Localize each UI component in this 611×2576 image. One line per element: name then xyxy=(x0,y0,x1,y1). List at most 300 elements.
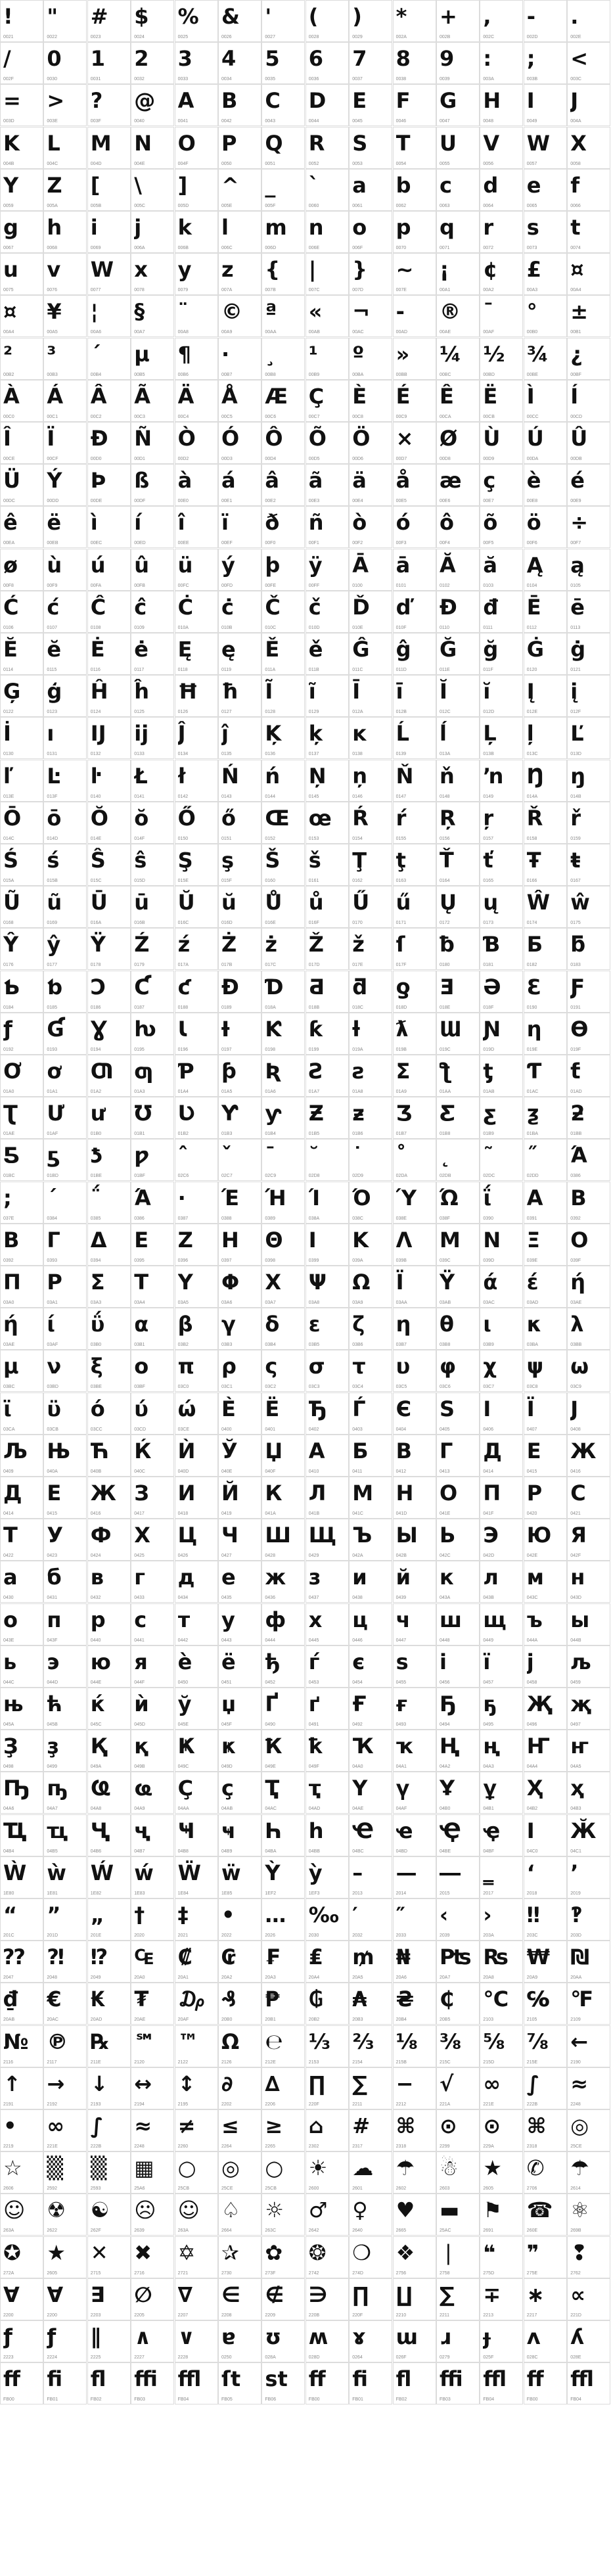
glyph-cell[interactable] xyxy=(175,380,218,422)
glyph-cell[interactable] xyxy=(87,1224,131,1266)
glyph-cell[interactable] xyxy=(306,506,349,548)
glyph-cell[interactable] xyxy=(393,1603,436,1645)
glyph-cell[interactable] xyxy=(43,928,87,970)
glyph-cell[interactable] xyxy=(43,1561,87,1603)
glyph-cell[interactable] xyxy=(480,1730,523,1772)
glyph-cell[interactable] xyxy=(43,1941,87,1983)
glyph-cell[interactable] xyxy=(567,1477,610,1519)
glyph-cell[interactable] xyxy=(436,802,480,844)
glyph-cell[interactable] xyxy=(131,253,174,295)
glyph-cell[interactable] xyxy=(524,253,567,295)
glyph-cell[interactable] xyxy=(218,1603,261,1645)
glyph-cell[interactable] xyxy=(0,295,43,337)
glyph-cell[interactable] xyxy=(261,42,305,84)
glyph-cell[interactable] xyxy=(131,127,174,169)
glyph-cell[interactable] xyxy=(524,1941,567,1983)
glyph-cell[interactable] xyxy=(175,1688,218,1730)
glyph-cell[interactable] xyxy=(0,42,43,84)
glyph-cell[interactable] xyxy=(43,380,87,422)
glyph-cell[interactable] xyxy=(480,1308,523,1350)
glyph-cell[interactable] xyxy=(480,1941,523,1983)
glyph-cell[interactable] xyxy=(349,1772,392,1814)
glyph-cell[interactable] xyxy=(306,1182,349,1224)
glyph-cell[interactable] xyxy=(131,1772,174,1814)
glyph-cell[interactable] xyxy=(0,422,43,464)
glyph-cell[interactable] xyxy=(393,2362,436,2404)
glyph-cell[interactable] xyxy=(131,1898,174,1941)
glyph-cell[interactable] xyxy=(436,1477,480,1519)
glyph-cell[interactable] xyxy=(480,42,523,84)
glyph-cell[interactable] xyxy=(131,2362,174,2404)
glyph-cell[interactable] xyxy=(0,2109,43,2151)
glyph-cell[interactable] xyxy=(480,1898,523,1941)
glyph-cell[interactable] xyxy=(567,1645,610,1688)
glyph-cell[interactable] xyxy=(393,1814,436,1856)
glyph-cell[interactable] xyxy=(218,1941,261,1983)
glyph-cell[interactable] xyxy=(175,928,218,970)
glyph-cell[interactable] xyxy=(436,2109,480,2151)
glyph-cell[interactable] xyxy=(349,971,392,1013)
glyph-cell[interactable] xyxy=(436,2320,480,2362)
glyph-cell[interactable] xyxy=(436,169,480,211)
glyph-cell[interactable] xyxy=(131,928,174,970)
glyph-cell[interactable] xyxy=(480,1266,523,1308)
glyph-cell[interactable] xyxy=(43,633,87,675)
glyph-cell[interactable] xyxy=(436,2362,480,2404)
glyph-cell[interactable] xyxy=(43,1603,87,1645)
glyph-cell[interactable] xyxy=(480,1772,523,1814)
glyph-cell[interactable] xyxy=(261,1688,305,1730)
glyph-cell[interactable] xyxy=(567,380,610,422)
glyph-cell[interactable] xyxy=(567,1814,610,1856)
glyph-cell[interactable] xyxy=(261,2320,305,2362)
glyph-cell[interactable] xyxy=(567,2109,610,2151)
glyph-cell[interactable] xyxy=(131,1013,174,1055)
glyph-cell[interactable] xyxy=(131,1139,174,1181)
glyph-cell[interactable] xyxy=(393,1856,436,1898)
glyph-cell[interactable] xyxy=(524,717,567,759)
glyph-cell[interactable] xyxy=(480,1013,523,1055)
glyph-cell[interactable] xyxy=(480,1139,523,1181)
glyph-cell[interactable] xyxy=(306,1266,349,1308)
glyph-cell[interactable] xyxy=(393,2151,436,2194)
glyph-cell[interactable] xyxy=(349,422,392,464)
glyph-cell[interactable] xyxy=(0,1477,43,1519)
glyph-cell[interactable] xyxy=(349,2067,392,2109)
glyph-cell[interactable] xyxy=(436,1013,480,1055)
glyph-cell[interactable] xyxy=(131,2151,174,2194)
glyph-cell[interactable] xyxy=(349,1013,392,1055)
glyph-cell[interactable] xyxy=(349,2362,392,2404)
glyph-cell[interactable] xyxy=(131,1055,174,1097)
glyph-cell[interactable] xyxy=(131,42,174,84)
glyph-cell[interactable] xyxy=(131,2236,174,2278)
glyph-cell[interactable] xyxy=(480,549,523,591)
glyph-cell[interactable] xyxy=(436,380,480,422)
glyph-cell[interactable] xyxy=(131,1182,174,1224)
glyph-cell[interactable] xyxy=(43,675,87,717)
glyph-cell[interactable] xyxy=(436,2151,480,2194)
glyph-cell[interactable] xyxy=(393,1772,436,1814)
glyph-cell[interactable] xyxy=(261,2067,305,2109)
glyph-cell[interactable] xyxy=(480,127,523,169)
glyph-cell[interactable] xyxy=(349,464,392,506)
glyph-cell[interactable] xyxy=(436,2278,480,2320)
glyph-cell[interactable] xyxy=(131,1941,174,1983)
glyph-cell[interactable] xyxy=(87,506,131,548)
glyph-cell[interactable] xyxy=(0,1814,43,1856)
glyph-cell[interactable] xyxy=(261,211,305,253)
glyph-cell[interactable] xyxy=(524,2109,567,2151)
glyph-cell[interactable] xyxy=(131,717,174,759)
glyph-cell[interactable] xyxy=(43,253,87,295)
glyph-cell[interactable] xyxy=(0,211,43,253)
glyph-cell[interactable] xyxy=(567,1224,610,1266)
glyph-cell[interactable] xyxy=(480,380,523,422)
glyph-cell[interactable] xyxy=(218,380,261,422)
glyph-cell[interactable] xyxy=(175,2362,218,2404)
glyph-cell[interactable] xyxy=(261,1941,305,1983)
glyph-cell[interactable] xyxy=(524,2151,567,2194)
glyph-cell[interactable] xyxy=(175,1435,218,1477)
glyph-cell[interactable] xyxy=(131,338,174,380)
glyph-cell[interactable] xyxy=(567,2067,610,2109)
glyph-cell[interactable] xyxy=(567,1983,610,2025)
glyph-cell[interactable] xyxy=(261,253,305,295)
glyph-cell[interactable] xyxy=(175,1392,218,1435)
glyph-cell[interactable] xyxy=(393,633,436,675)
glyph-cell[interactable] xyxy=(175,0,218,42)
glyph-cell[interactable] xyxy=(349,1645,392,1688)
glyph-cell[interactable] xyxy=(218,0,261,42)
glyph-cell[interactable] xyxy=(306,422,349,464)
glyph-cell[interactable] xyxy=(218,1392,261,1435)
glyph-cell[interactable] xyxy=(349,886,392,928)
glyph-cell[interactable] xyxy=(261,802,305,844)
glyph-cell[interactable] xyxy=(306,211,349,253)
glyph-cell[interactable] xyxy=(567,717,610,759)
glyph-cell[interactable] xyxy=(524,42,567,84)
glyph-cell[interactable] xyxy=(524,380,567,422)
glyph-cell[interactable] xyxy=(261,1308,305,1350)
glyph-cell[interactable] xyxy=(43,591,87,633)
glyph-cell[interactable] xyxy=(393,1182,436,1224)
glyph-cell[interactable] xyxy=(43,1139,87,1181)
glyph-cell[interactable] xyxy=(43,1814,87,1856)
glyph-cell[interactable] xyxy=(43,1266,87,1308)
glyph-cell[interactable] xyxy=(349,1055,392,1097)
glyph-cell[interactable] xyxy=(218,1814,261,1856)
glyph-cell[interactable] xyxy=(393,928,436,970)
glyph-cell[interactable] xyxy=(349,1308,392,1350)
glyph-cell[interactable] xyxy=(218,1055,261,1097)
glyph-cell[interactable] xyxy=(306,2278,349,2320)
glyph-cell[interactable] xyxy=(261,886,305,928)
glyph-cell[interactable] xyxy=(567,1266,610,1308)
glyph-cell[interactable] xyxy=(306,127,349,169)
glyph-cell[interactable] xyxy=(131,2278,174,2320)
glyph-cell[interactable] xyxy=(524,1688,567,1730)
glyph-cell[interactable] xyxy=(349,295,392,337)
glyph-cell[interactable] xyxy=(480,802,523,844)
glyph-cell[interactable] xyxy=(306,1941,349,1983)
glyph-cell[interactable] xyxy=(306,2109,349,2151)
glyph-cell[interactable] xyxy=(175,464,218,506)
glyph-cell[interactable] xyxy=(87,633,131,675)
glyph-cell[interactable] xyxy=(261,0,305,42)
glyph-cell[interactable] xyxy=(349,2194,392,2236)
glyph-cell[interactable] xyxy=(218,1983,261,2025)
glyph-cell[interactable] xyxy=(567,1392,610,1435)
glyph-cell[interactable] xyxy=(524,2236,567,2278)
glyph-cell[interactable] xyxy=(175,675,218,717)
glyph-cell[interactable] xyxy=(524,1266,567,1308)
glyph-cell[interactable] xyxy=(436,1392,480,1435)
glyph-cell[interactable] xyxy=(567,971,610,1013)
glyph-cell[interactable] xyxy=(87,1561,131,1603)
glyph-cell[interactable] xyxy=(0,1941,43,1983)
glyph-cell[interactable] xyxy=(218,1224,261,1266)
glyph-cell[interactable] xyxy=(480,2025,523,2067)
glyph-cell[interactable] xyxy=(218,1350,261,1392)
glyph-cell[interactable] xyxy=(524,506,567,548)
glyph-cell[interactable] xyxy=(261,760,305,802)
glyph-cell[interactable] xyxy=(349,1097,392,1139)
glyph-cell[interactable] xyxy=(0,1645,43,1688)
glyph-cell[interactable] xyxy=(480,1561,523,1603)
glyph-cell[interactable] xyxy=(43,1477,87,1519)
glyph-cell[interactable] xyxy=(261,422,305,464)
glyph-cell[interactable] xyxy=(306,2025,349,2067)
glyph-cell[interactable] xyxy=(43,844,87,886)
glyph-cell[interactable] xyxy=(0,1224,43,1266)
glyph-cell[interactable] xyxy=(0,1688,43,1730)
glyph-cell[interactable] xyxy=(87,169,131,211)
glyph-cell[interactable] xyxy=(175,127,218,169)
glyph-cell[interactable] xyxy=(480,0,523,42)
glyph-cell[interactable] xyxy=(0,717,43,759)
glyph-cell[interactable] xyxy=(567,169,610,211)
glyph-cell[interactable] xyxy=(131,886,174,928)
glyph-cell[interactable] xyxy=(393,1561,436,1603)
glyph-cell[interactable] xyxy=(393,1308,436,1350)
glyph-cell[interactable] xyxy=(87,1603,131,1645)
glyph-cell[interactable] xyxy=(87,380,131,422)
glyph-cell[interactable] xyxy=(306,1477,349,1519)
glyph-cell[interactable] xyxy=(218,1561,261,1603)
glyph-cell[interactable] xyxy=(480,675,523,717)
glyph-cell[interactable] xyxy=(567,1941,610,1983)
glyph-cell[interactable] xyxy=(524,802,567,844)
glyph-cell[interactable] xyxy=(87,1688,131,1730)
glyph-cell[interactable] xyxy=(436,1856,480,1898)
glyph-cell[interactable] xyxy=(87,1772,131,1814)
glyph-cell[interactable] xyxy=(261,1392,305,1435)
glyph-cell[interactable] xyxy=(218,2278,261,2320)
glyph-cell[interactable] xyxy=(43,2362,87,2404)
glyph-cell[interactable] xyxy=(175,1350,218,1392)
glyph-cell[interactable] xyxy=(43,1730,87,1772)
glyph-cell[interactable] xyxy=(218,84,261,126)
glyph-cell[interactable] xyxy=(43,1224,87,1266)
glyph-cell[interactable] xyxy=(87,802,131,844)
glyph-cell[interactable] xyxy=(567,1730,610,1772)
glyph-cell[interactable] xyxy=(306,1392,349,1435)
glyph-cell[interactable] xyxy=(0,127,43,169)
glyph-cell[interactable] xyxy=(306,464,349,506)
glyph-cell[interactable] xyxy=(0,802,43,844)
glyph-cell[interactable] xyxy=(218,675,261,717)
glyph-cell[interactable] xyxy=(436,1350,480,1392)
glyph-cell[interactable] xyxy=(306,760,349,802)
glyph-cell[interactable] xyxy=(436,253,480,295)
glyph-cell[interactable] xyxy=(0,1772,43,1814)
glyph-cell[interactable] xyxy=(261,2278,305,2320)
glyph-cell[interactable] xyxy=(393,0,436,42)
glyph-cell[interactable] xyxy=(524,2362,567,2404)
glyph-cell[interactable] xyxy=(0,1898,43,1941)
glyph-cell[interactable] xyxy=(306,2194,349,2236)
glyph-cell[interactable] xyxy=(131,760,174,802)
glyph-cell[interactable] xyxy=(43,1856,87,1898)
glyph-cell[interactable] xyxy=(480,1983,523,2025)
glyph-cell[interactable] xyxy=(524,422,567,464)
glyph-cell[interactable] xyxy=(261,1224,305,1266)
glyph-cell[interactable] xyxy=(261,549,305,591)
glyph-cell[interactable] xyxy=(349,1224,392,1266)
glyph-cell[interactable] xyxy=(87,1519,131,1561)
glyph-cell[interactable] xyxy=(480,253,523,295)
glyph-cell[interactable] xyxy=(175,1983,218,2025)
glyph-cell[interactable] xyxy=(436,1983,480,2025)
glyph-cell[interactable] xyxy=(480,2278,523,2320)
glyph-cell[interactable] xyxy=(393,464,436,506)
glyph-cell[interactable] xyxy=(393,2194,436,2236)
glyph-cell[interactable] xyxy=(87,844,131,886)
glyph-cell[interactable] xyxy=(567,886,610,928)
glyph-cell[interactable] xyxy=(175,2067,218,2109)
glyph-cell[interactable] xyxy=(175,2278,218,2320)
glyph-cell[interactable] xyxy=(261,717,305,759)
glyph-cell[interactable] xyxy=(218,760,261,802)
glyph-cell[interactable] xyxy=(306,591,349,633)
glyph-cell[interactable] xyxy=(306,2320,349,2362)
glyph-cell[interactable] xyxy=(567,211,610,253)
glyph-cell[interactable] xyxy=(306,1856,349,1898)
glyph-cell[interactable] xyxy=(261,1266,305,1308)
glyph-cell[interactable] xyxy=(349,760,392,802)
glyph-cell[interactable] xyxy=(218,1182,261,1224)
glyph-cell[interactable] xyxy=(87,675,131,717)
glyph-cell[interactable] xyxy=(393,1941,436,1983)
glyph-cell[interactable] xyxy=(131,1519,174,1561)
glyph-cell[interactable] xyxy=(393,127,436,169)
glyph-cell[interactable] xyxy=(349,253,392,295)
glyph-cell[interactable] xyxy=(0,1266,43,1308)
glyph-cell[interactable] xyxy=(131,1266,174,1308)
glyph-cell[interactable] xyxy=(306,2151,349,2194)
glyph-cell[interactable] xyxy=(393,2067,436,2109)
glyph-cell[interactable] xyxy=(306,1730,349,1772)
glyph-cell[interactable] xyxy=(0,2236,43,2278)
glyph-cell[interactable] xyxy=(306,549,349,591)
glyph-cell[interactable] xyxy=(567,2194,610,2236)
glyph-cell[interactable] xyxy=(87,1435,131,1477)
glyph-cell[interactable] xyxy=(43,127,87,169)
glyph-cell[interactable] xyxy=(43,1308,87,1350)
glyph-cell[interactable] xyxy=(0,0,43,42)
glyph-cell[interactable] xyxy=(436,1097,480,1139)
glyph-cell[interactable] xyxy=(87,1182,131,1224)
glyph-cell[interactable] xyxy=(0,1603,43,1645)
glyph-cell[interactable] xyxy=(524,0,567,42)
glyph-cell[interactable] xyxy=(436,0,480,42)
glyph-cell[interactable] xyxy=(567,1561,610,1603)
glyph-cell[interactable] xyxy=(87,253,131,295)
glyph-cell[interactable] xyxy=(524,1139,567,1181)
glyph-cell[interactable] xyxy=(218,338,261,380)
glyph-cell[interactable] xyxy=(218,844,261,886)
glyph-cell[interactable] xyxy=(349,928,392,970)
glyph-cell[interactable] xyxy=(131,506,174,548)
glyph-cell[interactable] xyxy=(87,338,131,380)
glyph-cell[interactable] xyxy=(480,1688,523,1730)
glyph-cell[interactable] xyxy=(349,338,392,380)
glyph-cell[interactable] xyxy=(218,1688,261,1730)
glyph-cell[interactable] xyxy=(43,506,87,548)
glyph-cell[interactable] xyxy=(87,1941,131,1983)
glyph-cell[interactable] xyxy=(261,2194,305,2236)
glyph-cell[interactable] xyxy=(524,1603,567,1645)
glyph-cell[interactable] xyxy=(175,1856,218,1898)
glyph-cell[interactable] xyxy=(436,1519,480,1561)
glyph-cell[interactable] xyxy=(87,928,131,970)
glyph-cell[interactable] xyxy=(436,1435,480,1477)
glyph-cell[interactable] xyxy=(480,844,523,886)
glyph-cell[interactable] xyxy=(175,1519,218,1561)
glyph-cell[interactable] xyxy=(218,717,261,759)
glyph-cell[interactable] xyxy=(131,591,174,633)
glyph-cell[interactable] xyxy=(393,84,436,126)
glyph-cell[interactable] xyxy=(436,1055,480,1097)
glyph-cell[interactable] xyxy=(393,1097,436,1139)
glyph-cell[interactable] xyxy=(0,1013,43,1055)
glyph-cell[interactable] xyxy=(567,591,610,633)
glyph-cell[interactable] xyxy=(175,2320,218,2362)
glyph-cell[interactable] xyxy=(261,1013,305,1055)
glyph-cell[interactable] xyxy=(480,591,523,633)
glyph-cell[interactable] xyxy=(349,2109,392,2151)
glyph-cell[interactable] xyxy=(43,1688,87,1730)
glyph-cell[interactable] xyxy=(393,295,436,337)
glyph-cell[interactable] xyxy=(436,506,480,548)
glyph-cell[interactable] xyxy=(306,1603,349,1645)
glyph-cell[interactable] xyxy=(175,253,218,295)
glyph-cell[interactable] xyxy=(261,84,305,126)
glyph-cell[interactable] xyxy=(261,1182,305,1224)
glyph-cell[interactable] xyxy=(436,675,480,717)
glyph-cell[interactable] xyxy=(131,1308,174,1350)
glyph-cell[interactable] xyxy=(306,1350,349,1392)
glyph-cell[interactable] xyxy=(306,1097,349,1139)
glyph-cell[interactable] xyxy=(436,760,480,802)
glyph-cell[interactable] xyxy=(218,253,261,295)
glyph-cell[interactable] xyxy=(0,928,43,970)
glyph-cell[interactable] xyxy=(436,844,480,886)
glyph-cell[interactable] xyxy=(131,971,174,1013)
glyph-cell[interactable] xyxy=(436,1645,480,1688)
glyph-cell[interactable] xyxy=(0,549,43,591)
